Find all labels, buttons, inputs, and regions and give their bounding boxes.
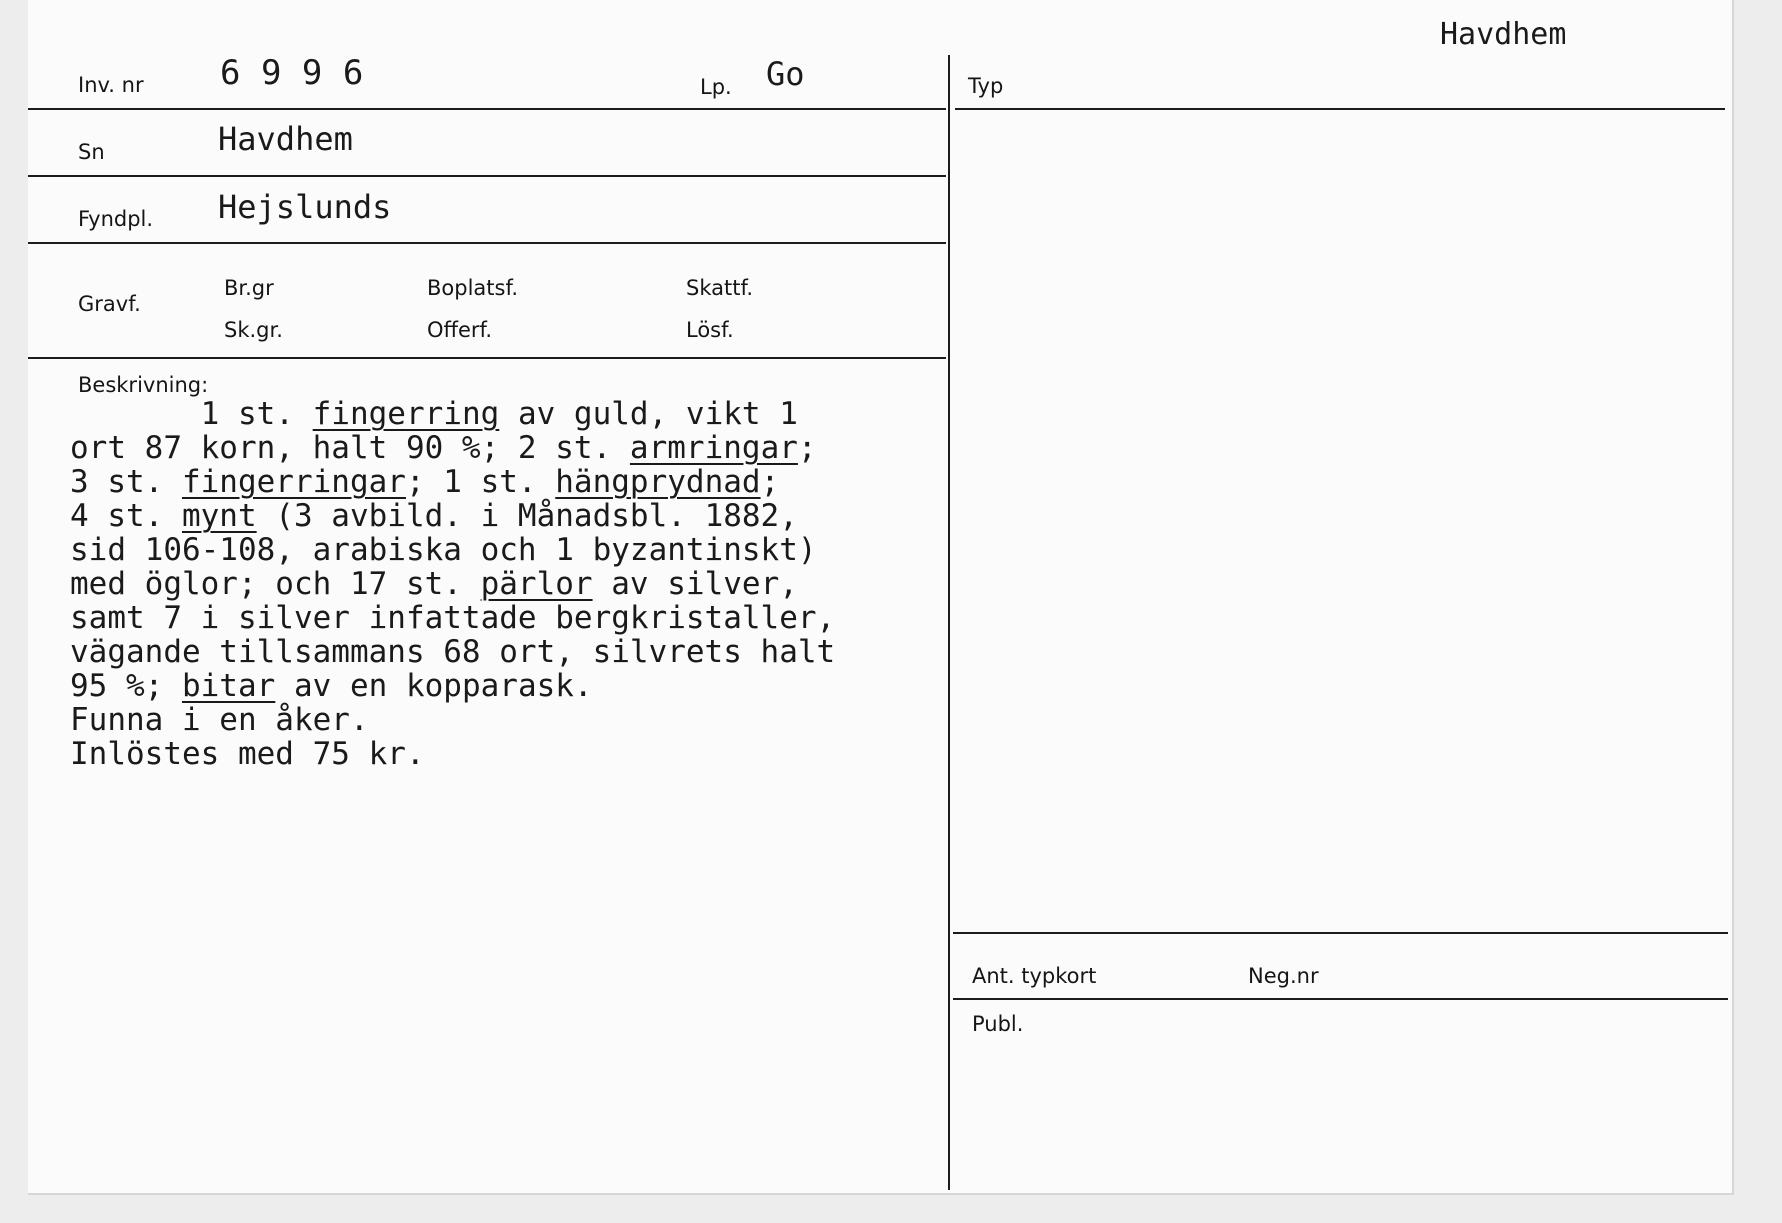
underlined-term: hängprydnad: [555, 464, 761, 500]
description-line: [70, 601, 835, 635]
underlined-term: fingerring: [312, 396, 500, 432]
rule-sn: [28, 175, 946, 177]
description-line: [70, 397, 835, 431]
description-line: [70, 635, 835, 669]
lp-label: Lp.: [700, 75, 732, 99]
fyndpl-value: Hejslunds: [218, 188, 392, 226]
rule-inv: [28, 108, 946, 110]
description-segment: ;: [760, 464, 780, 500]
description-line: [70, 533, 835, 567]
rule-typ: [955, 108, 1725, 110]
brgr-label: Br.gr: [224, 276, 274, 300]
description-segment: samt 7 i silver infattade bergkristaller,: [70, 600, 836, 636]
rule-gravf: [28, 357, 946, 359]
fyndpl-label: Fyndpl.: [78, 207, 154, 231]
description-segment: vägande tillsammans 68 ort, silvrets halt: [70, 634, 836, 670]
description-line: [70, 669, 835, 703]
boplatsf-label: Boplatsf.: [427, 276, 519, 300]
inv-nr-value: 6 9 9 6: [220, 53, 364, 93]
rule-ant-typkort: [953, 932, 1728, 934]
description-line: [70, 703, 835, 737]
description-line: [70, 431, 835, 465]
description-text: [70, 397, 835, 771]
neg-nr-label: Neg.nr: [1248, 964, 1319, 988]
offerf-label: Offerf.: [427, 318, 493, 342]
publ-label: Publ.: [972, 1012, 1024, 1036]
underlined-term: bitar: [181, 668, 276, 704]
underlined-term: fingerringar: [181, 464, 406, 500]
skattf-label: Skattf.: [686, 276, 753, 300]
lp-value: Go: [766, 55, 805, 93]
skgr-label: Sk.gr.: [224, 318, 283, 342]
description-segment: 95 %;: [70, 668, 182, 704]
rule-fyndpl: [28, 242, 946, 244]
sn-label: Sn: [78, 140, 105, 164]
losf-label: Lösf.: [686, 318, 734, 342]
rule-publ: [953, 998, 1728, 1000]
corner-locality: Havdhem: [1440, 17, 1567, 52]
description-segment: ;: [797, 430, 817, 466]
typ-label: Typ: [968, 74, 1004, 98]
description-line: [70, 499, 835, 533]
sn-value: Havdhem: [218, 120, 353, 158]
gravf-label: Gravf.: [78, 292, 141, 316]
description-line: [70, 465, 835, 499]
description-segment: ; 1 st.: [405, 464, 556, 500]
description-segment: Inlöstes med 75 kr.: [70, 736, 425, 772]
ant-typkort-label: Ant. typkort: [972, 964, 1097, 988]
description-segment: av guld, vikt 1: [499, 396, 798, 432]
description-segment: med öglor; och 17 st.: [70, 566, 481, 602]
description-segment: av silver,: [592, 566, 798, 602]
description-line: [70, 737, 835, 771]
inv-nr-label: Inv. nr: [78, 73, 144, 97]
description-segment: 4 st.: [70, 498, 182, 534]
description-segment: Funna i en åker.: [70, 702, 369, 738]
description-segment: 1 st.: [70, 396, 313, 432]
underlined-term: mynt: [181, 498, 257, 534]
description-segment: 3 st.: [70, 464, 182, 500]
description-segment: sid 106-108, arabiska och 1 byzantinskt): [70, 532, 817, 568]
beskrivning-label: Beskrivning:: [78, 373, 209, 397]
description-segment: av en kopparask.: [275, 668, 593, 704]
column-divider: [948, 55, 950, 1190]
underlined-term: armringar: [629, 430, 798, 466]
underlined-term: pärlor: [480, 566, 593, 602]
description-segment: (3 avbild. i Månadsbl. 1882,: [256, 498, 798, 534]
description-segment: ort 87 korn, halt 90 %; 2 st.: [70, 430, 630, 466]
description-line: [70, 567, 835, 601]
